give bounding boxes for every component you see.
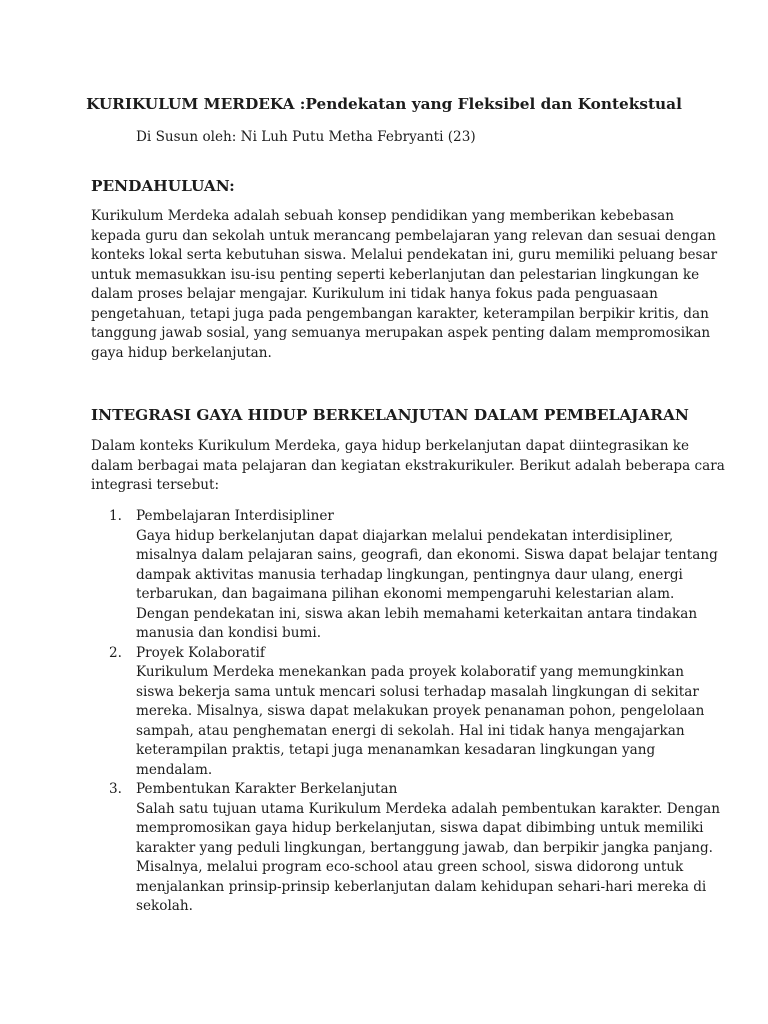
list-item	[91, 644, 705, 781]
list-number: 2.	[109, 644, 122, 661]
paragraph-pendahuluan	[91, 207, 718, 363]
paragraph-line: integrasi tersebut:	[91, 477, 220, 493]
list-number: 3.	[109, 781, 122, 797]
paragraph-line: Dalam konteks Kurikulum Merdeka, gaya hidup berkelanjutan dapat diintegrasikan ke	[91, 438, 690, 454]
list-item-line: terbarukan, dan bagaimana pilihan ekonomi mempengaruhi kelestarian alam.	[136, 586, 675, 602]
list-item-line: misalnya dalam pelajaran sains, geografi, dan ekonomi. Siswa dapat belajar tentang	[136, 547, 718, 563]
list-item-line: Kurikulum Merdeka menekankan pada proyek kolaboratif yang memungkinkan	[136, 664, 685, 680]
list-item-line: karakter yang peduli lingkungan, bertanggung jawab, dan berpikir jangka panjang.	[136, 839, 713, 856]
section-heading-pendahuluan: PENDAHULUAN:	[91, 177, 235, 195]
paragraph-line: tanggung jawab sosial, yang semuanya merupakan aspek penting dalam mempromosikan	[91, 325, 711, 341]
list-item-title: Pembelajaran Interdisipliner	[136, 508, 334, 524]
list-item-line: menjalankan prinsip-prinsip keberlanjutan dalam kehidupan sehari-hari mereka di	[136, 878, 707, 895]
list-item-line: mereka. Misalnya, siswa dapat melakukan proyek penanaman pohon, pengelolaan	[136, 703, 705, 719]
list-item-line: sampah, atau penghematan energi di sekolah. Hal ini tidak hanya mengajarkan	[136, 722, 685, 739]
list-item-line: mempromosikan gaya hidup berkelanjutan, siswa dapat dibimbing untuk memiliki	[136, 820, 704, 836]
paragraph-line: kepada guru dan sekolah untuk merancang pembelajaran yang relevan dan sesuai dengan	[91, 227, 716, 244]
list-item-title: Proyek Kolaboratif	[136, 644, 265, 661]
list-item-line: dampak aktivitas manusia terhadap lingkungan, pentingnya daur ulang, energi	[136, 566, 683, 583]
paragraph-line: dalam proses belajar mengajar. Kurikulum ini tidak hanya fokus pada penguasaan	[91, 286, 658, 302]
list-item-line: Misalnya, melalui program eco-school atau green school, siswa didorong untuk	[136, 859, 684, 875]
paragraph-line: dalam berbagai mata pelajaran dan kegiatan ekstrakurikuler. Berikut adalah beberapa cara	[91, 457, 725, 474]
document-title: KURIKULUM MERDEKA :Pendekatan yang Fleksibel dan Kontekstual	[86, 95, 682, 113]
list-item-line: siswa bekerja sama untuk mencari solusi terhadap masalah lingkungan di sekitar	[136, 683, 699, 700]
list-item-line: Dengan pendekatan ini, siswa akan lebih memahami keterkaitan antara tindakan	[136, 605, 698, 622]
list-item	[91, 780, 721, 917]
paragraph-line: gaya hidup berkelanjutan.	[91, 344, 272, 361]
author-line: Di Susun oleh: Ni Luh Putu Metha Febryanti (23)	[136, 129, 476, 145]
section-heading-integrasi: INTEGRASI GAYA HIDUP BERKELANJUTAN DALAM PEMBELAJARAN	[91, 406, 689, 424]
paragraph-line: untuk memasukkan isu-isu penting seperti keberlanjutan dan pelestarian lingkungan ke	[91, 266, 700, 283]
paragraph-line: Kurikulum Merdeka adalah sebuah konsep pendidikan yang memberikan kebebasan	[91, 208, 675, 224]
paragraph-line: konteks lokal serta kebutuhan siswa. Melalui pendekatan ini, guru memiliki peluang besar	[91, 247, 718, 263]
paragraph-line: pengetahuan, tetapi juga pada pengembangan karakter, keterampilan berpikir kritis, dan	[91, 305, 709, 322]
list-item-line: keterampilan praktis, tetapi juga menanamkan kesadaran lingkungan yang	[136, 742, 656, 758]
list-item-line: mendalam.	[136, 761, 213, 778]
paragraph-integrasi	[91, 437, 725, 496]
list-item-line: Gaya hidup berkelanjutan dapat diajarkan melalui pendekatan interdisipliner,	[136, 527, 674, 544]
list-item-line: sekolah.	[136, 898, 193, 914]
list-item	[91, 507, 718, 644]
list-item-line: Salah satu tujuan utama Kurikulum Merdeka adalah pembentukan karakter. Dengan	[136, 800, 721, 817]
list-item-line: manusia dan kondisi bumi.	[136, 625, 322, 641]
list-item-title: Pembentukan Karakter Berkelanjutan	[136, 781, 398, 797]
numbered-list	[91, 507, 721, 917]
list-number: 1.	[109, 508, 122, 524]
